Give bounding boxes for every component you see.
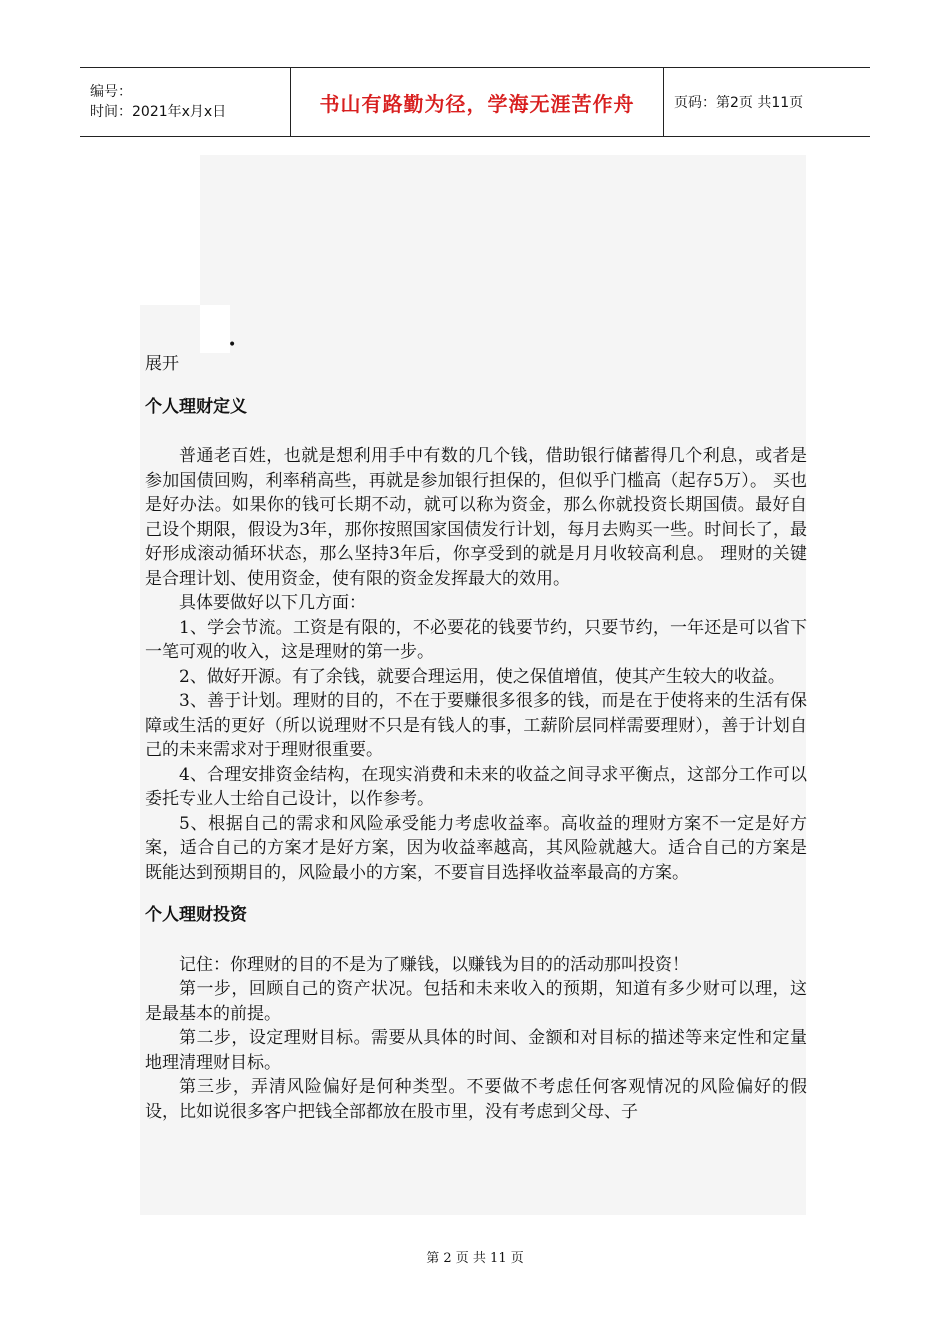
section-title-investment: 个人理财投资: [145, 905, 247, 925]
paragraph: 3、善于计划。理财的目的，不在于要赚很多很多的钱，而是在于使将来的生活有保障或生活的更好（所以说理财不只是有钱人的事，工薪阶层同样需要理财），善于计划自己的未来需求对于理财很重要。: [145, 691, 807, 760]
section-title-definition: 个人理财定义: [145, 396, 247, 417]
paragraph: 普通老百姓，也就是想利用手中有数的几个钱，借助银行储蓄得几个利息，或者是参加国债回购，利率稍高些，再就是参加银行担保的，但似乎门槛高（起存5万）。 买也是好办法。如果你的钱可长期不动，就可以称为资金，那么你就投资长期国债。最好自己设个期限，假设为3年，那你按照国家国债发行计划，每月去购买一些。时间长了，最好形成滚动循环状态，那么坚持3年后，你享受到的就是月月收较高利息。 理财的关键是合理计划、使用资金，使有限的资金发挥最大的效用。: [145, 446, 807, 589]
background-notch: [200, 305, 230, 353]
header-page-info: 页码：第2页 共11页: [674, 95, 804, 111]
header-meta: [80, 68, 291, 136]
page-footer: 第 2 页 共 11 页: [426, 1251, 524, 1266]
paragraph: 4、合理安排资金结构，在现实消费和未来的收益之间寻求平衡点，这部分工作可以委托专业人士给自己设计，以作参考。: [145, 764, 807, 809]
paragraph: 5、根据自己的需求和风险承受能力考虑收益率。高收益的理财方案不一定是好方案，适合自己的方案才是好方案，因为收益率越高，其风险就越大。适合自己的方案是既能达到预期目的，风险最小的方案，不要盲目选择收益率最高的方案。: [145, 813, 807, 883]
expand-link[interactable]: 展开: [145, 354, 179, 374]
page-header: [80, 67, 870, 137]
paragraph: 1、学会节流。工资是有限的，不必要花的钱要节约，只要节约，一年还是可以省下一笔可观的收入，这是理财的第一步。: [145, 617, 807, 662]
header-motto: 书山有路勤为径，学海无涯苦作舟: [319, 91, 635, 116]
header-page-info-cell: [664, 68, 803, 136]
bullet-dot: •: [228, 337, 237, 353]
paragraph: 第三步，弄清风险偏好是何种类型。不要做不考虑任何客观情况的风险偏好的假设，比如说很多客户把钱全部都放在股市里，没有考虑到父母、子: [145, 1077, 807, 1122]
paragraph: 第二步，设定理财目标。需要从具体的时间、金额和对目标的描述等来定性和定量地理清理财目标。: [145, 1028, 807, 1073]
paragraph: 具体要做好以下几方面：: [179, 593, 366, 613]
paragraph: 第一步，回顾自己的资产状况。包括和未来收入的预期，知道有多少财可以理，这是最基本的前提。: [145, 979, 807, 1024]
document-number: 编号：: [90, 84, 132, 100]
paragraph: 2、做好开源。有了余钱，就要合理运用，使之保值增值，使其产生较大的收益。: [179, 666, 785, 687]
paragraph: 记住：你理财的目的不是为了赚钱，以赚钱为目的的活动那叫投资！: [179, 954, 689, 975]
document-body: [145, 352, 807, 1124]
document-time: 时间：2021年x月x日: [90, 104, 227, 120]
header-motto-cell: [291, 68, 664, 136]
